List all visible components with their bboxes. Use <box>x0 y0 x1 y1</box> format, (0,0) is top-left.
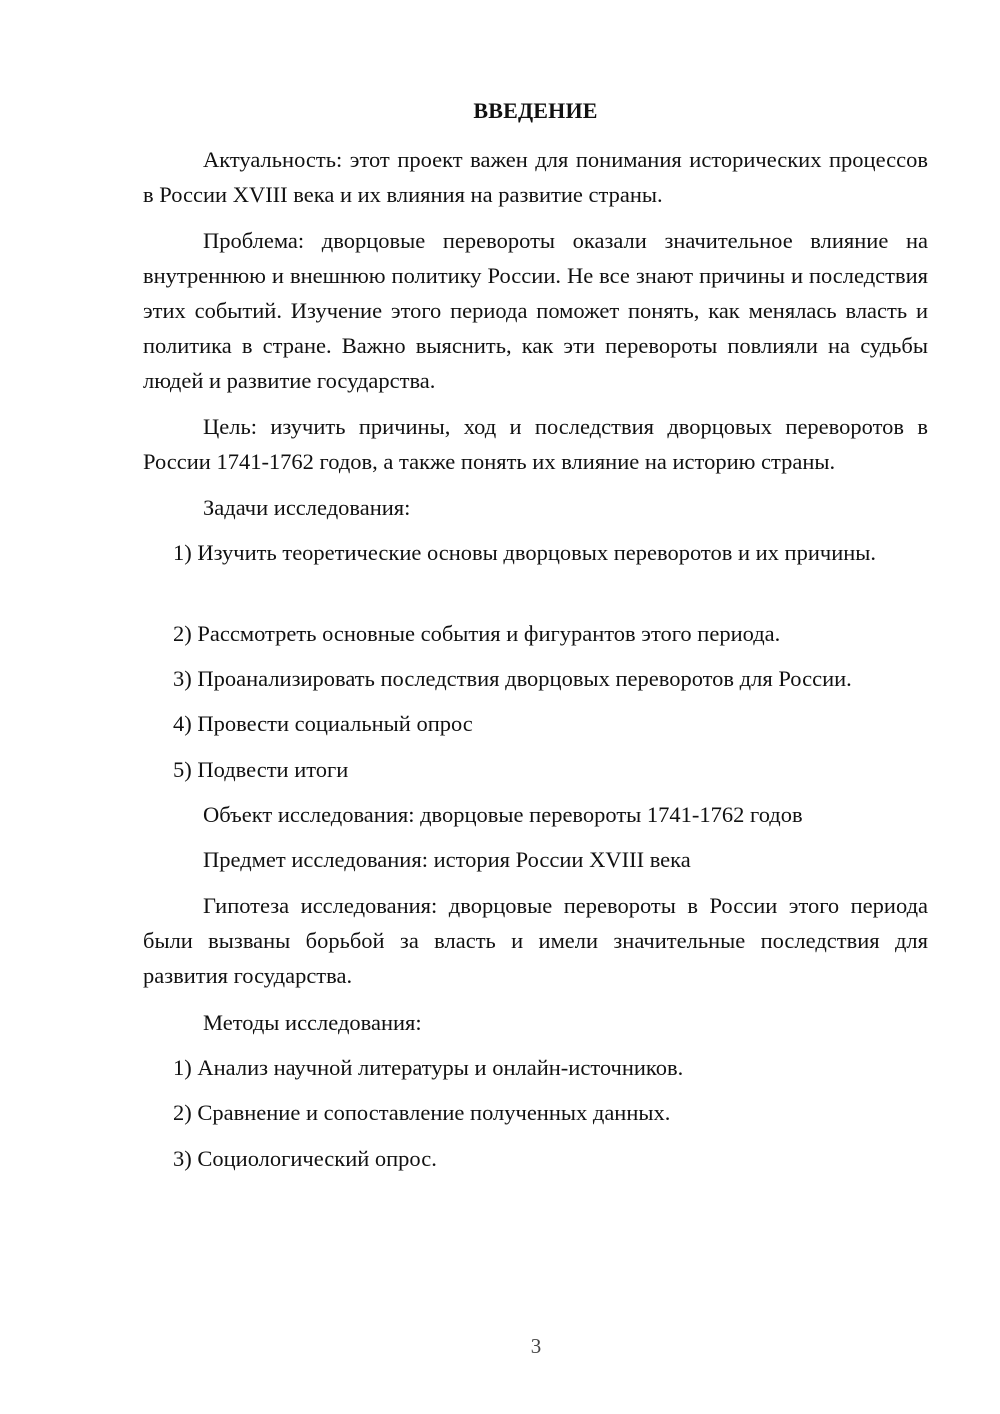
subject-paragraph: Предмет исследования: история России XVIII века <box>203 847 691 872</box>
task-item-1: 1) Изучить теоретические основы дворцовых переворотов и их причины. <box>173 540 877 565</box>
actuality-paragraph: Актуальность: этот проект важен для понимания исторических процессов в России XVIII века и их влияния на развитие страны. <box>143 147 928 207</box>
task-item-4: 4) Провести социальный опрос <box>173 711 473 736</box>
problem-paragraph: Проблема: дворцовые перевороты оказали значительное влияние на внутреннюю и внешнюю политику России. Не все знают причины и последствия этих событий. Изучение этого периода поможет понять, как менялась власть и политика в стране. Важно выяснить, как эти перевороты повлияли на судьбы людей и развитие государства. <box>143 228 928 393</box>
method-item-1: 1) Анализ научной литературы и онлайн-источников. <box>173 1055 684 1080</box>
task-item-5: 5) Подвести итоги <box>173 757 349 782</box>
hypothesis-paragraph: Гипотеза исследования: дворцовые перевороты в России этого периода были вызваны борьбой за власть и имели значительные последствия для развития государства. <box>143 893 928 988</box>
section-heading: ВВЕДЕНИЕ <box>473 98 598 123</box>
methods-heading: Методы исследования: <box>203 1010 422 1035</box>
method-item-3: 3) Социологический опрос. <box>173 1146 437 1171</box>
goal-paragraph: Цель: изучить причины, ход и последствия дворцовых переворотов в России 1741-1762 годов, а также понять их влияние на историю страны. <box>143 414 928 474</box>
task-item-3: 3) Проанализировать последствия дворцовых переворотов для России. <box>173 666 852 691</box>
tasks-heading: Задачи исследования: <box>203 495 411 520</box>
page-number: 3 <box>530 1334 542 1358</box>
task-item-2: 2) Рассмотреть основные события и фигурантов этого периода. <box>173 621 781 646</box>
method-item-2: 2) Сравнение и сопоставление полученных данных. <box>173 1100 671 1125</box>
object-paragraph: Объект исследования: дворцовые перевороты 1741-1762 годов <box>203 802 803 827</box>
